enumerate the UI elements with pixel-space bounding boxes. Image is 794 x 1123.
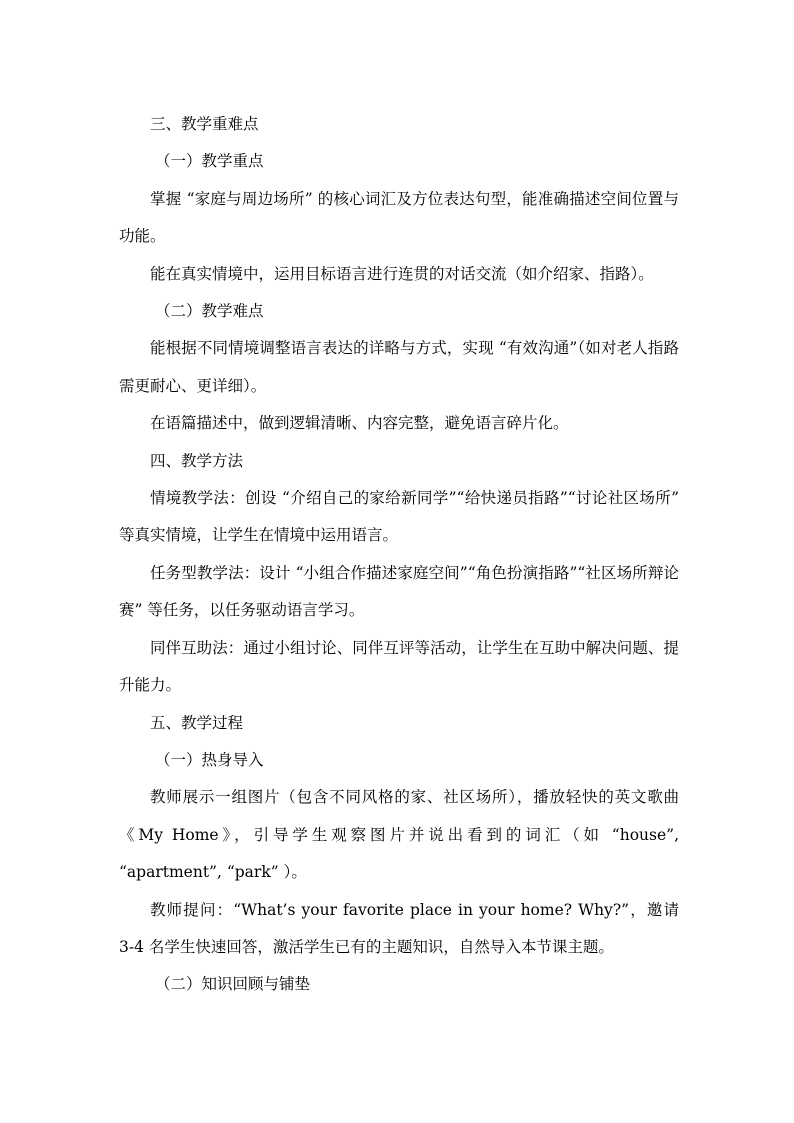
subsection-heading-difficulties: （二）教学难点 [155, 302, 264, 321]
paragraph-difficulty-communication: 能根据不同情境调整语言表达的详略与方式，实现 “有效沟通”（如对老人指路需更耐心、更详细）。 [119, 339, 679, 395]
subsection-heading-warmup: （一）热身导入 [155, 750, 264, 769]
paragraph-warmup-images-song: 教师展示一组图片（包含不同风格的家、社区场所），播放轻快的英文歌曲《My Home》，引导学生观察图片并说出看到的词汇（如 “house”, “apartment”, “park” ）。 [119, 788, 679, 882]
paragraph-key-focus-dialogue: 能在真实情境中，运用目标语言进行连贯的对话交流（如介绍家、指路）。 [150, 264, 654, 283]
paragraph-key-focus-vocabulary: 掌握 “家庭与周边场所” 的核心词汇及方位表达句型，能准确描述空间位置与功能。 [119, 189, 679, 246]
subsection-heading-key-focus: （一）教学重点 [155, 152, 264, 171]
paragraph-warmup-question: 教师提问：“What’s your favorite place in your home? Why?”，邀请 3-4 名学生快速回答，激活学生已有的主题知识，自然导入本节课主题。 [119, 900, 679, 956]
paragraph-method-task-based: 任务型教学法：设计 “小组合作描述家庭空间”“角色扮演指路”“社区场所辩论赛” 等任务，以任务驱动语言学习。 [119, 563, 679, 620]
section-heading-key-points: 三、教学重难点 [150, 115, 259, 133]
paragraph-method-situational: 情境教学法：创设 “介绍自己的家给新同学”“给快递员指路”“讨论社区场所” 等真实情境，让学生在情境中运用语言。 [119, 489, 679, 545]
section-heading-process: 五、教学过程 [150, 713, 244, 732]
subsection-heading-review: （二）知识回顾与铺垫 [155, 975, 311, 994]
section-heading-methods: 四、教学方法 [150, 451, 244, 470]
document-body [119, 106, 679, 1004]
paragraph-method-peer-support: 同伴互助法：通过小组讨论、同伴互评等活动，让学生在互助中解决问题、提升能力。 [119, 638, 679, 695]
paragraph-difficulty-discourse: 在语篇描述中，做到逻辑清晰、内容完整，避免语言碎片化。 [150, 414, 569, 433]
